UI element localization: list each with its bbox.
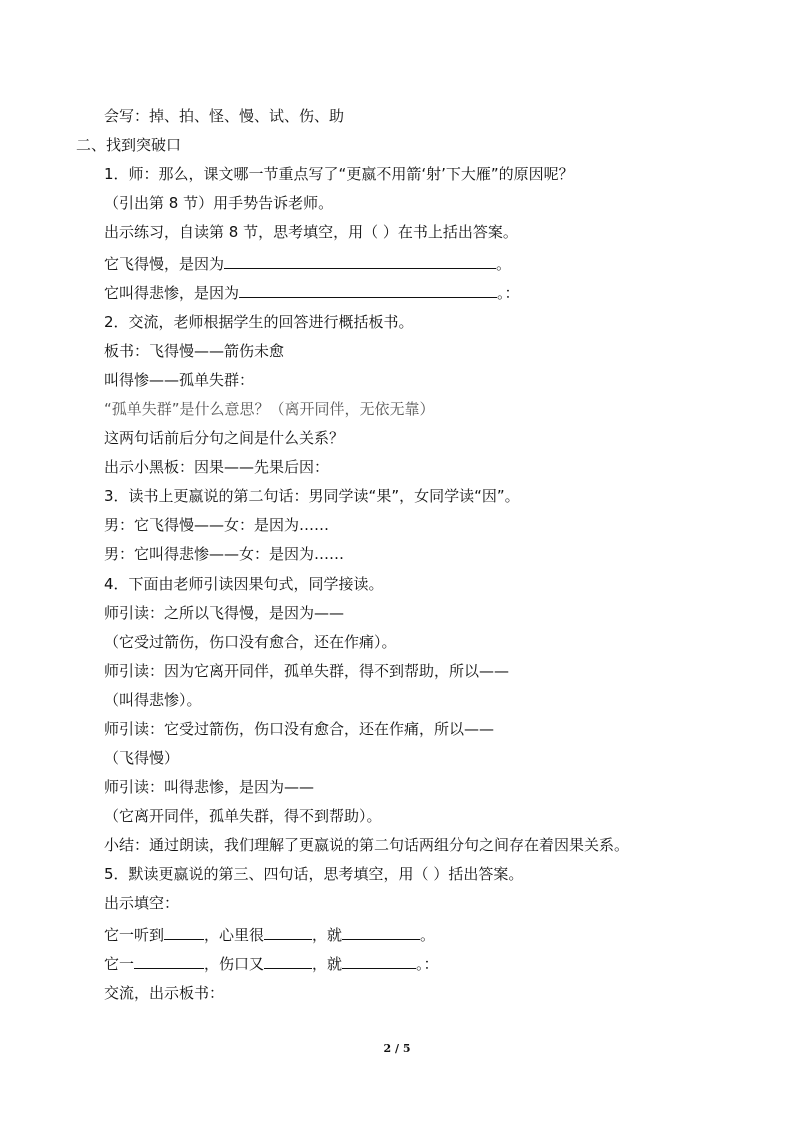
text-line: （引出第 8 节）用手势告诉老师。 [104, 194, 334, 212]
answer-blank [342, 925, 420, 940]
answer-blank [342, 954, 416, 969]
answer-blank [224, 254, 496, 269]
answer-blank [264, 925, 312, 940]
text-line: 男：它飞得慢——女：是因为…… [104, 516, 330, 534]
text-line: “孤单失群”是什么意思？（离开同伴，无依无靠） [104, 400, 435, 418]
text-line: 会写：掉、拍、怪、慢、试、伤、助 [104, 107, 345, 125]
answer-blank [239, 283, 497, 298]
text-segment: 。： [497, 284, 520, 302]
text-line: 4．下面由老师引读因果句式，同学接读。 [104, 575, 384, 593]
text-segment: ，心里很 [204, 926, 265, 944]
text-segment: ，就 [312, 926, 343, 944]
text-line: 出示填空： [104, 894, 180, 912]
text-segment: ，就 [312, 955, 343, 973]
text-line: 2．交流，老师根据学生的回答进行概括板书。 [104, 313, 414, 331]
text-line: 师引读：叫得悲惨，是因为—— [104, 778, 315, 796]
fill-blank-line [104, 283, 520, 303]
fill-blank-line [104, 925, 435, 945]
text-line: 出示练习，自读第 8 节，思考填空，用（ ）在书上括出答案。 [104, 223, 518, 241]
text-segment: 。： [416, 955, 439, 973]
text-segment: 它一 [104, 955, 135, 973]
text-line: 交流，出示板书： [104, 984, 225, 1002]
text-segment: 它飞得慢，是因为 [104, 255, 225, 273]
text-line: 师引读：因为它离开同伴，孤单失群，得不到帮助，所以—— [104, 662, 510, 680]
page-number: 2 / 5 [383, 1042, 411, 1055]
text-line: 3．读书上更嬴说的第二句话：男同学读“果”，女同学读“因”。 [104, 487, 520, 505]
text-line: （叫得悲惨）。 [104, 691, 202, 709]
text-line: 叫得惨——孤单失群： [104, 371, 255, 389]
text-line: 板书：飞得慢——箭伤未愈 [104, 342, 285, 360]
fill-blank-line [104, 954, 439, 974]
text-line: 师引读：它受过箭伤，伤口没有愈合，还在作痛，所以—— [104, 720, 495, 738]
text-segment: 。 [420, 926, 436, 944]
text-line: 5．默读更嬴说的第三、四句话，思考填空，用（ ）括出答案。 [104, 865, 524, 883]
section-heading: 二、找到突破口 [76, 136, 182, 154]
text-line: 1．师：那么，课文哪一节重点写了“更嬴不用箭‘射’下大雁”的原因呢？ [104, 165, 574, 183]
fill-blank-line [104, 254, 511, 274]
text-segment: ，伤口又 [204, 955, 265, 973]
answer-blank [264, 954, 312, 969]
text-line: 男：它叫得悲惨——女：是因为…… [104, 545, 345, 563]
text-line: 小结：通过朗读，我们理解了更嬴说的第二句话两组分句之间存在着因果关系。 [104, 836, 630, 854]
text-segment: 它叫得悲惨，是因为 [104, 284, 240, 302]
text-line: （飞得慢） [104, 749, 180, 767]
text-line: 出示小黑板：因果——先果后因： [104, 458, 330, 476]
answer-blank [134, 954, 204, 969]
text-segment: 。 [496, 255, 512, 273]
answer-blank [164, 925, 204, 940]
text-line: 师引读：之所以飞得慢，是因为—— [104, 604, 345, 622]
text-line: （它离开同伴，孤单失群，得不到帮助）。 [104, 807, 382, 825]
text-line: （它受过箭伤，伤口没有愈合，还在作痛）。 [104, 633, 397, 651]
text-line: 这两句话前后分句之间是什么关系？ [104, 429, 345, 447]
text-segment: 它一听到 [104, 926, 165, 944]
